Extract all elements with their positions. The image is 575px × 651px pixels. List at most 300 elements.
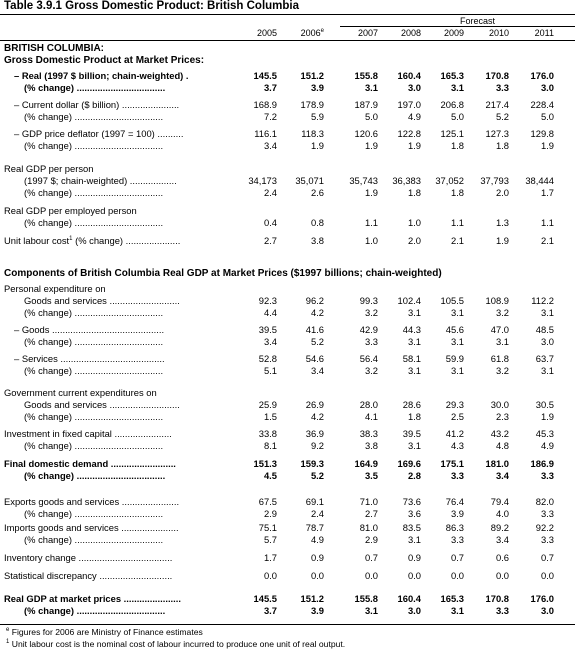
row-label-text: (% change) .................................. xyxy=(24,411,164,422)
cell-2011: 63.7 xyxy=(535,353,554,364)
table-row xyxy=(0,496,575,507)
cell-2007: 35,743 xyxy=(349,175,378,186)
year-label: 2007 xyxy=(357,28,378,38)
row-label xyxy=(24,605,165,616)
row-label xyxy=(4,283,106,294)
cell-2008: 2.0 xyxy=(407,235,421,246)
cell-2006: 0.0 xyxy=(310,570,324,581)
row-label xyxy=(4,496,179,507)
row-label-text: Exports goods and services ...................... xyxy=(4,496,180,507)
cell-2009: 206.8 xyxy=(440,99,464,110)
cell-2009: 0.0 xyxy=(450,570,464,581)
cell-2011: 82.0 xyxy=(535,496,554,507)
year-header-2009 xyxy=(424,28,464,39)
cell-2011: 176.0 xyxy=(530,593,554,604)
table-row xyxy=(0,411,575,422)
cell-2006: 78.7 xyxy=(305,522,324,533)
cell-2009: 37,052 xyxy=(435,175,464,186)
cell-2005: 3.7 xyxy=(263,605,277,616)
table-row xyxy=(0,235,575,246)
cell-2008: 102.4 xyxy=(397,295,421,306)
cell-2007: 81.0 xyxy=(359,522,378,533)
cell-2011: 176.0 xyxy=(530,70,554,81)
row-label-text: (% change) .................................. xyxy=(24,111,164,122)
row-label xyxy=(4,387,157,398)
row-label xyxy=(4,593,181,604)
row-label xyxy=(24,111,163,122)
cell-2008: 3.1 xyxy=(407,365,421,376)
cell-2007: 3.2 xyxy=(364,365,378,376)
cell-2007: 28.0 xyxy=(359,399,378,410)
cell-2009: 165.3 xyxy=(440,593,464,604)
cell-2005: 39.5 xyxy=(258,324,277,335)
cell-2011: 1.9 xyxy=(540,140,554,151)
cell-2006: 2.4 xyxy=(310,508,324,519)
top-rule xyxy=(0,14,575,15)
cell-2005: 1.5 xyxy=(263,411,277,422)
row-label-text: Investment in fixed capital ...................... xyxy=(4,428,172,439)
year-label: 2009 xyxy=(443,28,464,38)
footnote-mark: e xyxy=(6,627,10,634)
cell-2007: 187.9 xyxy=(354,99,378,110)
footnote xyxy=(6,639,345,649)
row-label-tail: (% change) ..................... xyxy=(72,235,181,246)
cell-2011: 30.5 xyxy=(535,399,554,410)
cell-2005: 25.9 xyxy=(258,399,277,410)
table-title: Table 3.9.1 Gross Domestic Product: British Columbia xyxy=(4,0,300,12)
cell-2007: 3.8 xyxy=(364,440,378,451)
cell-2011: 4.9 xyxy=(540,440,554,451)
cell-2007: 3.5 xyxy=(364,470,378,481)
row-label-text: Real GDP per employed person xyxy=(4,205,137,216)
table-row xyxy=(0,440,575,451)
cell-2007: 2.7 xyxy=(364,508,378,519)
row-label-text: Goods and services ........................... xyxy=(24,295,180,306)
cell-2010: 181.0 xyxy=(485,458,509,469)
row-label xyxy=(4,522,179,533)
table-row xyxy=(0,99,575,110)
row-label-text: Unit labour cost xyxy=(4,235,70,246)
row-label xyxy=(24,399,180,410)
cell-2006: 4.2 xyxy=(310,307,324,318)
cell-2007: 3.3 xyxy=(364,336,378,347)
cell-2009: 59.9 xyxy=(445,353,464,364)
cell-2009: 3.9 xyxy=(450,508,464,519)
cell-2008: 28.6 xyxy=(402,399,421,410)
cell-2011: 3.3 xyxy=(540,508,554,519)
cell-2007: 3.1 xyxy=(364,605,378,616)
cell-2006: 41.6 xyxy=(305,324,324,335)
cell-2008: 3.1 xyxy=(407,336,421,347)
year-header-2010 xyxy=(469,28,509,39)
cell-2008: 73.6 xyxy=(402,496,421,507)
year-header-2006 xyxy=(284,28,324,39)
cell-2010: 2.3 xyxy=(495,411,509,422)
table-row xyxy=(0,82,575,93)
cell-2008: 3.1 xyxy=(407,440,421,451)
table-row xyxy=(0,324,575,335)
row-label xyxy=(24,175,177,186)
cell-2006: 118.3 xyxy=(301,128,324,139)
cell-2008: 0.0 xyxy=(407,570,421,581)
cell-2006: 26.9 xyxy=(305,399,324,410)
cell-2005: 4.4 xyxy=(263,307,277,318)
bottom-rule xyxy=(0,624,575,625)
row-label-text: (% change) .................................. xyxy=(24,365,164,376)
cell-2007: 1.9 xyxy=(364,140,378,151)
cell-2007: 4.1 xyxy=(364,411,378,422)
cell-2009: 76.4 xyxy=(445,496,464,507)
row-label xyxy=(24,217,163,228)
cell-2010: 5.2 xyxy=(495,111,509,122)
table-row xyxy=(0,295,575,306)
row-label-text: (% change) .................................. xyxy=(24,508,164,519)
cell-2008: 1.8 xyxy=(407,411,421,422)
row-label-text: (% change) .................................. xyxy=(24,440,164,451)
cell-2009: 105.5 xyxy=(440,295,464,306)
cell-2008: 1.8 xyxy=(407,187,421,198)
cell-2005: 75.1 xyxy=(258,522,277,533)
row-label xyxy=(24,140,163,151)
year-header-2008 xyxy=(381,28,421,39)
cell-2010: 3.2 xyxy=(495,307,509,318)
cell-2008: 4.9 xyxy=(407,111,421,122)
cell-2008: 160.4 xyxy=(397,70,421,81)
cell-2005: 145.5 xyxy=(253,70,277,81)
cell-2005: 0.0 xyxy=(263,570,277,581)
cell-2010: 79.4 xyxy=(490,496,509,507)
row-label xyxy=(4,458,176,469)
cell-2008: 1.9 xyxy=(407,140,421,151)
cell-2008: 36,383 xyxy=(392,175,421,186)
row-label-text: Government current expenditures on xyxy=(4,387,157,398)
cell-2009: 3.1 xyxy=(450,336,464,347)
year-header-2011 xyxy=(514,28,554,39)
table-row xyxy=(0,70,575,81)
cell-2005: 67.5 xyxy=(258,496,277,507)
table-row xyxy=(0,187,575,198)
row-label-text: Inventory change .................................... xyxy=(4,552,173,563)
cell-2005: 52.8 xyxy=(258,353,277,364)
cell-2005: 145.5 xyxy=(253,593,277,604)
year-label: 2006 xyxy=(300,28,321,38)
cell-2006: 151.2 xyxy=(300,593,324,604)
cell-2006: 5.9 xyxy=(310,111,324,122)
cell-2010: 108.9 xyxy=(485,295,509,306)
row-label-text: Real GDP at market prices ...................... xyxy=(4,593,181,604)
cell-2010: 3.1 xyxy=(495,336,509,347)
table-row xyxy=(0,365,575,376)
cell-2009: 45.6 xyxy=(445,324,464,335)
cell-2005: 33.8 xyxy=(258,428,277,439)
cell-2006: 5.2 xyxy=(310,470,324,481)
cell-2011: 2.1 xyxy=(540,235,554,246)
table-row xyxy=(0,458,575,469)
table-row xyxy=(0,552,575,563)
cell-2006: 36.9 xyxy=(305,428,324,439)
table-row xyxy=(0,140,575,151)
row-label xyxy=(24,336,163,347)
cell-2007: 120.6 xyxy=(354,128,378,139)
row-label-text: Imports goods and services ...................... xyxy=(4,522,179,533)
cell-2009: 165.3 xyxy=(440,70,464,81)
row-label-text: (% change) .................................. xyxy=(24,82,166,93)
cell-2007: 1.0 xyxy=(364,235,378,246)
table-row xyxy=(0,428,575,439)
cell-2005: 151.3 xyxy=(253,458,277,469)
cell-2006: 3.8 xyxy=(310,235,324,246)
year-label: 2005 xyxy=(256,28,277,38)
cell-2009: 3.1 xyxy=(450,307,464,318)
cell-2011: 3.1 xyxy=(540,365,554,376)
row-label xyxy=(4,570,172,581)
cell-2007: 56.4 xyxy=(359,353,378,364)
row-label xyxy=(4,205,137,216)
cell-2010: 61.8 xyxy=(490,353,509,364)
cell-2006: 4.2 xyxy=(310,411,324,422)
table-row xyxy=(0,522,575,533)
row-label xyxy=(4,428,172,439)
year-header-2007 xyxy=(338,28,378,39)
cell-2009: 5.0 xyxy=(450,111,464,122)
row-label xyxy=(14,353,165,364)
row-label xyxy=(4,552,172,563)
cell-2009: 3.3 xyxy=(450,470,464,481)
cell-2008: 2.8 xyxy=(407,470,421,481)
row-label-text: (% change) .................................. xyxy=(24,605,166,616)
cell-2011: 3.0 xyxy=(540,336,554,347)
year-header-row xyxy=(0,28,575,39)
cell-2007: 38.3 xyxy=(359,428,378,439)
cell-2010: 4.8 xyxy=(495,440,509,451)
cell-2009: 4.3 xyxy=(450,440,464,451)
cell-2010: 170.8 xyxy=(485,70,509,81)
cell-2007: 99.3 xyxy=(359,295,378,306)
cell-2005: 92.3 xyxy=(258,295,277,306)
table-row xyxy=(0,605,575,616)
cell-2006: 1.9 xyxy=(310,140,324,151)
cell-2006: 3.9 xyxy=(310,82,324,93)
cell-2011: 48.5 xyxy=(535,324,554,335)
cell-2009: 3.3 xyxy=(450,534,464,545)
table-row xyxy=(0,508,575,519)
row-label-text: (% change) .................................. xyxy=(24,307,164,318)
section2-heading: Components of British Columbia Real GDP at Market Prices ($1997 billions; chain-weighted) xyxy=(4,268,442,279)
cell-2007: 0.7 xyxy=(364,552,378,563)
cell-2008: 169.6 xyxy=(397,458,421,469)
cell-2011: 0.7 xyxy=(540,552,554,563)
row-label xyxy=(24,440,163,451)
table-row xyxy=(0,353,575,364)
cell-2005: 2.4 xyxy=(263,187,277,198)
cell-2008: 3.0 xyxy=(407,605,421,616)
cell-2006: 35,071 xyxy=(295,175,324,186)
cell-2006: 159.3 xyxy=(300,458,324,469)
table-row xyxy=(0,111,575,122)
cell-2006: 5.2 xyxy=(310,336,324,347)
cell-2006: 3.9 xyxy=(310,605,324,616)
cell-2007: 3.2 xyxy=(364,307,378,318)
cell-2010: 4.0 xyxy=(495,508,509,519)
cell-2011: 45.3 xyxy=(535,428,554,439)
row-label-text: – Services ........................................ xyxy=(14,353,165,364)
row-label-text: – Current dollar ($ billion) ...................... xyxy=(14,99,180,110)
section1-heading: BRITISH COLUMBIA: xyxy=(4,43,104,54)
cell-2005: 2.9 xyxy=(263,508,277,519)
cell-2005: 168.9 xyxy=(253,99,277,110)
header-rule xyxy=(0,40,575,41)
cell-2010: 3.3 xyxy=(495,605,509,616)
cell-2005: 7.2 xyxy=(263,111,277,122)
cell-2005: 1.7 xyxy=(263,552,277,563)
row-label-text: – Real (1997 $ billion; chain-weighted) . xyxy=(14,70,189,81)
cell-2010: 1.8 xyxy=(495,140,509,151)
cell-2007: 1.1 xyxy=(364,217,378,228)
year-label: 2010 xyxy=(488,28,509,38)
cell-2005: 0.4 xyxy=(263,217,277,228)
year-label: 2011 xyxy=(534,28,554,38)
table-row xyxy=(0,217,575,228)
cell-2005: 8.1 xyxy=(263,440,277,451)
row-label xyxy=(24,82,165,93)
row-label-text: Statistical discrepancy ............................ xyxy=(4,570,173,581)
row-label-text: (% change) .................................. xyxy=(24,140,164,151)
row-label-text: (% change) .................................. xyxy=(24,470,166,481)
cell-2008: 160.4 xyxy=(397,593,421,604)
cell-2005: 34,173 xyxy=(248,175,277,186)
cell-2008: 58.1 xyxy=(402,353,421,364)
row-label-text: (% change) .................................. xyxy=(24,534,164,545)
cell-2006: 96.2 xyxy=(305,295,324,306)
row-label-text: – GDP price deflator (1997 = 100) .......... xyxy=(14,128,184,139)
cell-2009: 3.1 xyxy=(450,82,464,93)
cell-2010: 170.8 xyxy=(485,593,509,604)
cell-2008: 39.5 xyxy=(402,428,421,439)
row-label-text: Final domestic demand ......................... xyxy=(4,458,176,469)
cell-2008: 0.9 xyxy=(407,552,421,563)
cell-2005: 4.5 xyxy=(263,470,277,481)
table-row xyxy=(0,470,575,481)
cell-2010: 47.0 xyxy=(490,324,509,335)
cell-2007: 1.9 xyxy=(364,187,378,198)
footnote-text: Figures for 2006 are Ministry of Finance estimates xyxy=(9,627,203,637)
cell-2010: 30.0 xyxy=(490,399,509,410)
cell-2006: 151.2 xyxy=(300,70,324,81)
row-label-text: Goods and services ........................... xyxy=(24,399,180,410)
cell-2011: 0.0 xyxy=(540,570,554,581)
cell-2011: 92.2 xyxy=(535,522,554,533)
cell-2010: 3.4 xyxy=(495,470,509,481)
table-row xyxy=(0,387,575,398)
row-label xyxy=(14,324,164,335)
cell-2009: 2.1 xyxy=(450,235,464,246)
cell-2011: 3.1 xyxy=(540,307,554,318)
cell-2006: 3.4 xyxy=(310,365,324,376)
cell-2010: 43.2 xyxy=(490,428,509,439)
cell-2010: 0.0 xyxy=(495,570,509,581)
cell-2011: 3.3 xyxy=(540,534,554,545)
row-label xyxy=(24,411,163,422)
table-row xyxy=(0,175,575,186)
cell-2006: 2.6 xyxy=(310,187,324,198)
cell-2010: 2.0 xyxy=(495,187,509,198)
cell-2009: 41.2 xyxy=(445,428,464,439)
row-label xyxy=(24,295,180,306)
cell-2007: 42.9 xyxy=(359,324,378,335)
cell-2011: 5.0 xyxy=(540,111,554,122)
cell-2008: 197.0 xyxy=(397,99,421,110)
forecast-header: Forecast xyxy=(459,16,495,26)
cell-2009: 86.3 xyxy=(445,522,464,533)
cell-2009: 3.1 xyxy=(450,365,464,376)
cell-2011: 1.9 xyxy=(540,411,554,422)
cell-2010: 217.4 xyxy=(485,99,509,110)
cell-2007: 0.0 xyxy=(364,570,378,581)
cell-2005: 3.4 xyxy=(263,336,277,347)
cell-2007: 71.0 xyxy=(359,496,378,507)
footnote-text: Unit labour cost is the nominal cost of labour incurred to produce one unit of real output. xyxy=(9,639,346,649)
cell-2011: 186.9 xyxy=(530,458,554,469)
cell-2005: 2.7 xyxy=(263,235,277,246)
footnote xyxy=(6,627,203,637)
row-label xyxy=(24,187,163,198)
row-label xyxy=(24,307,163,318)
cell-2005: 3.4 xyxy=(263,140,277,151)
cell-2010: 3.3 xyxy=(495,82,509,93)
row-label xyxy=(4,235,180,246)
cell-2005: 5.7 xyxy=(263,534,277,545)
cell-2011: 3.0 xyxy=(540,605,554,616)
row-label-text: Real GDP per person xyxy=(4,163,94,174)
cell-2007: 155.8 xyxy=(354,593,378,604)
cell-2011: 38,444 xyxy=(525,175,554,186)
footnote-mark: 1 xyxy=(6,639,10,646)
cell-2007: 155.8 xyxy=(354,70,378,81)
row-label-text: (% change) .................................. xyxy=(24,217,164,228)
cell-2008: 3.0 xyxy=(407,82,421,93)
cell-2010: 3.2 xyxy=(495,365,509,376)
table-row xyxy=(0,307,575,318)
cell-2006: 178.9 xyxy=(300,99,324,110)
cell-2005: 5.1 xyxy=(263,365,277,376)
table-row xyxy=(0,163,575,174)
cell-2010: 1.3 xyxy=(495,217,509,228)
cell-2011: 3.3 xyxy=(540,470,554,481)
cell-2010: 3.4 xyxy=(495,534,509,545)
estimate-mark: e xyxy=(320,28,324,34)
cell-2008: 83.5 xyxy=(402,522,421,533)
table-row xyxy=(0,336,575,347)
row-label xyxy=(14,99,179,110)
year-label: 2008 xyxy=(400,28,421,38)
footnote-mark: 1 xyxy=(69,235,73,242)
cell-2008: 44.3 xyxy=(402,324,421,335)
cell-2008: 3.1 xyxy=(407,307,421,318)
cell-2006: 4.9 xyxy=(310,534,324,545)
cell-2009: 175.1 xyxy=(440,458,464,469)
row-label xyxy=(24,470,165,481)
table-row xyxy=(0,399,575,410)
cell-2009: 1.1 xyxy=(450,217,464,228)
cell-2010: 37,793 xyxy=(480,175,509,186)
cell-2009: 125.1 xyxy=(440,128,464,139)
cell-2007: 5.0 xyxy=(364,111,378,122)
cell-2006: 0.8 xyxy=(310,217,324,228)
row-label-text: (1997 $; chain-weighted) .................. xyxy=(24,175,177,186)
cell-2011: 112.2 xyxy=(531,295,554,306)
cell-2008: 1.0 xyxy=(407,217,421,228)
forecast-rule xyxy=(340,26,575,27)
